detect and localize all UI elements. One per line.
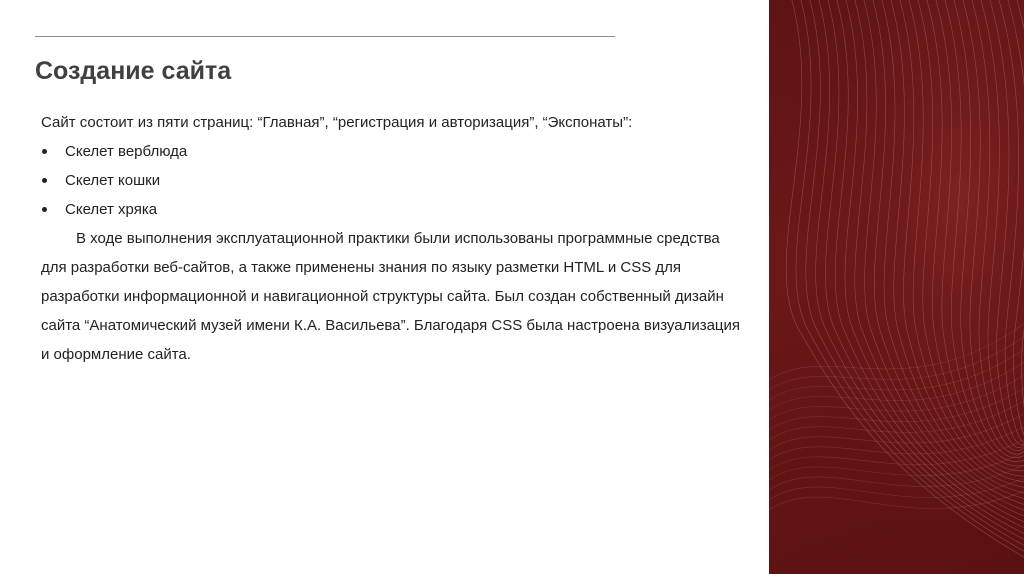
intro-text: Сайт состоит из пяти страниц: “Главная”, “регистрация и авторизация”, “Экспонаты”:: [41, 114, 633, 131]
list-item-label: Скелет кошки: [65, 172, 161, 189]
bullet-list: [41, 137, 741, 224]
slide-title: Создание сайта: [35, 57, 232, 85]
top-divider: [35, 36, 615, 37]
list-item: [41, 195, 741, 224]
list-item: [41, 137, 741, 166]
bullet-icon: [42, 207, 47, 212]
list-item-label: Скелет верблюда: [65, 143, 188, 160]
body-paragraph: В ходе выполнения эксплуатационной практики были использованы программные средства для разработки веб-сайтов, а также применены знания по языку разметки HTML и CSS для разработки информационной и навигационной структуры сайта. Был создан собственный дизайн сайта “Анатомический музей имени К.А. Васильева”. Благодаря CSS была настроена визуализация и оформление сайта.: [41, 230, 741, 363]
decorative-side-panel: [769, 0, 1024, 574]
wave-lines-decoration: [769, 0, 1024, 574]
list-item-label: Скелет хряка: [65, 201, 158, 218]
bullet-icon: [42, 149, 47, 154]
bullet-icon: [42, 178, 47, 183]
list-item: [41, 166, 741, 195]
slide-content: [41, 108, 741, 369]
